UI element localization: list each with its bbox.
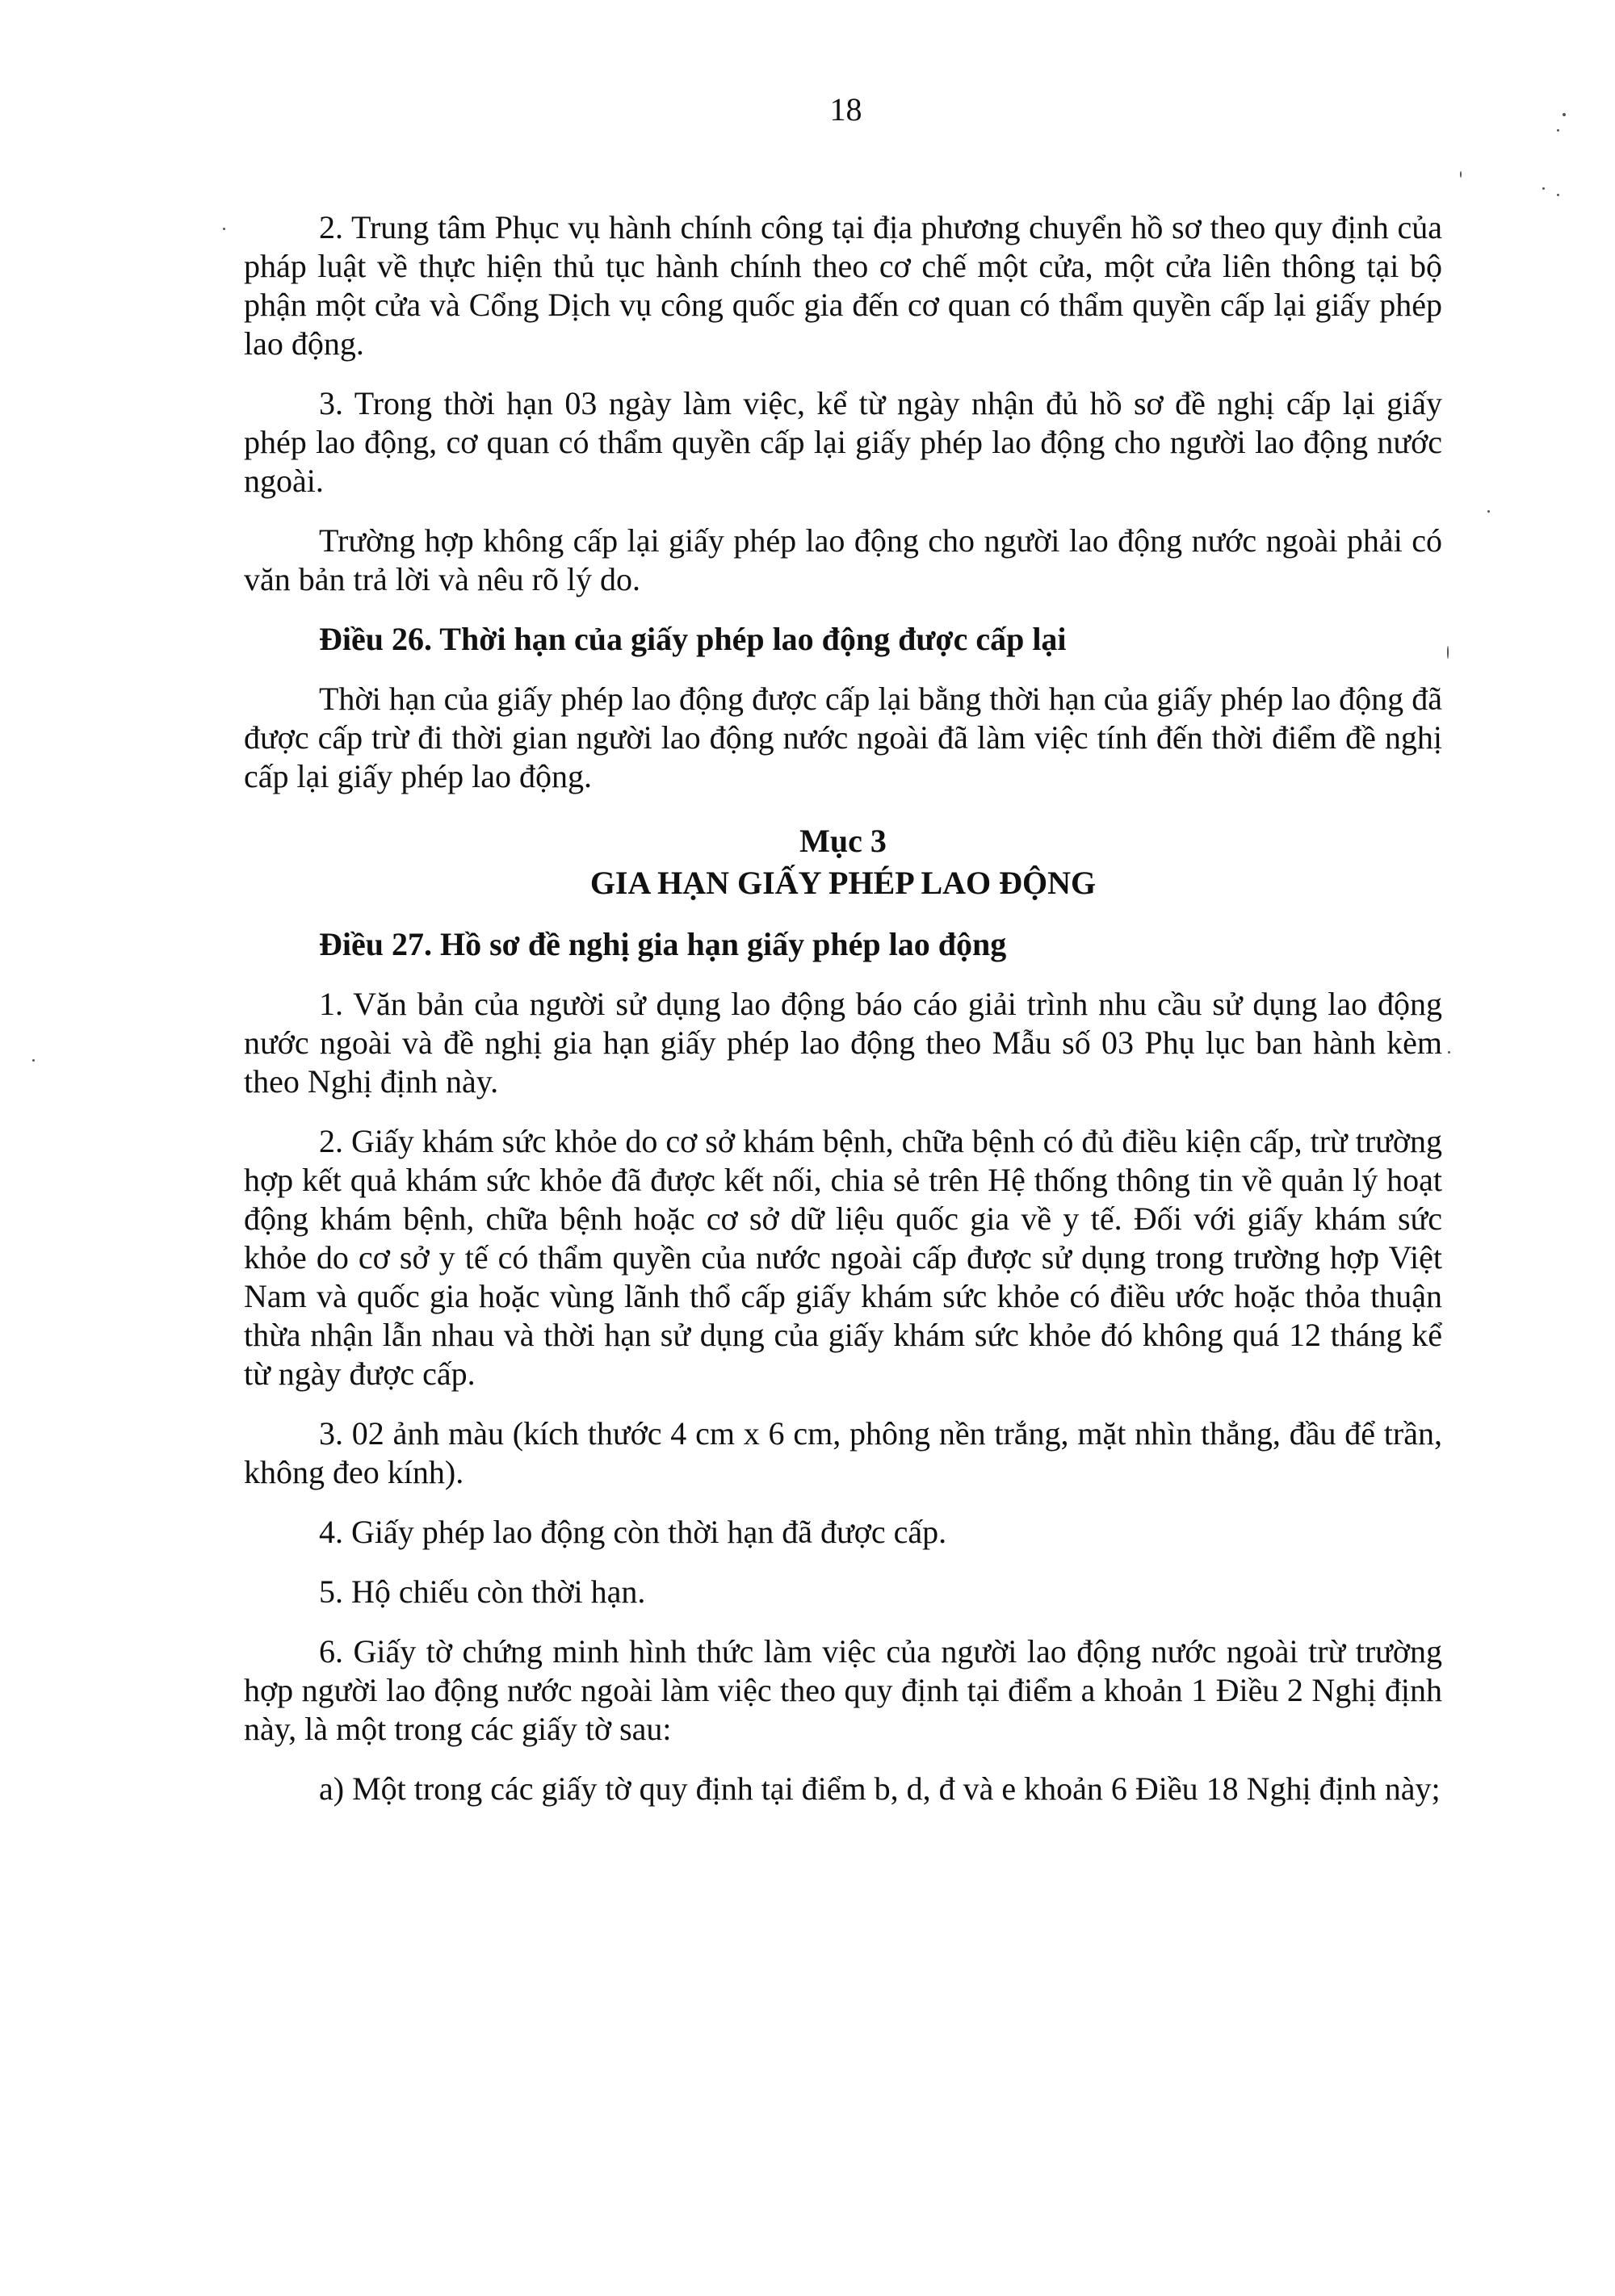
document-body <box>244 208 1442 1829</box>
paragraph-article-26-body: Thời hạn của giấy phép lao động được cấp lại bằng thời hạn của giấy phép lao động đã được cấp trừ đi thời gian người lao động nước ngoài đã làm việc tính đến thời điểm đề nghị cấp lại giấy phép lao động. <box>244 681 1442 794</box>
paragraph-item-2-health-certificate: 2. Giấy khám sức khỏe do cơ sở khám bệnh, chữa bệnh có đủ điều kiện cấp, trừ trường hợp kết quả khám sức khỏe đã được kết nối, chia sẻ trên Hệ thống thông tin về quản lý hoạt động khám bệnh, chữa bệnh hoặc cơ sở dữ liệu quốc gia về y tế. Đối với giấy khám sức khỏe do cơ sở y tế có thẩm quyền của nước ngoài cấp được sử dụng trong trường hợp Việt Nam và quốc gia hoặc vùng lãnh thổ cấp giấy khám sức khỏe có điều ước hoặc thỏa thuận thừa nhận lẫn nhau và thời hạn sử dụng của giấy khám sức khỏe đó không quá 12 tháng kể từ ngày được cấp. <box>244 1123 1442 1392</box>
scan-speck <box>1542 187 1545 190</box>
section-heading <box>244 820 1442 904</box>
section-title: GIA HẠN GIẤY PHÉP LAO ĐỘNG <box>589 865 1097 901</box>
paragraph-item-2-transfer: 2. Trung tâm Phục vụ hành chính công tại địa phương chuyển hồ sơ theo quy định của pháp luật về thực hiện thủ tục hành chính theo cơ chế một cửa, một cửa liên thông tại bộ phận một cửa và Cổng Dịch vụ công quốc gia đến cơ quan có thẩm quyền cấp lại giấy phép lao động. <box>244 209 1442 362</box>
scan-speck <box>32 1059 35 1062</box>
scan-speck <box>223 228 225 230</box>
paragraph-item-3-deadline: 3. Trong thời hạn 03 ngày làm việc, kể từ ngày nhận đủ hồ sơ đề nghị cấp lại giấy phép lao động, cơ quan có thẩm quyền cấp lại giấy phép lao động cho người lao động nước ngoài. <box>244 385 1442 499</box>
paragraph-item-6-documents: 6. Giấy tờ chứng minh hình thức làm việc của người lao động nước ngoài trừ trường hợp người lao động nước ngoài làm việc theo quy định tại điểm a khoản 1 Điều 2 Nghị định này, là một trong các giấy tờ sau: <box>244 1633 1442 1747</box>
paragraph-item-1-report: 1. Văn bản của người sử dụng lao động báo cáo giải trình nhu cầu sử dụng lao động nước ngoài và đề nghị gia hạn giấy phép lao động theo Mẫu số 03 Phụ lục ban hành kèm theo Nghị định này. <box>244 986 1442 1100</box>
scan-speck <box>1448 1051 1450 1054</box>
article-27-heading: Điều 27. Hồ sơ đề nghị gia hạn giấy phép lao động <box>319 926 1007 962</box>
scan-speck <box>1447 646 1449 659</box>
paragraph-item-5-passport: 5. Hộ chiếu còn thời hạn. <box>319 1573 646 1610</box>
scan-speck <box>1557 194 1559 196</box>
scan-speck <box>1460 171 1462 178</box>
page-number: 18 <box>829 91 862 128</box>
scan-speck <box>1487 510 1490 513</box>
paragraph-item-a: a) Một trong các giấy tờ quy định tại điểm b, d, đ và e khoản 6 Điều 18 Nghị định này; <box>319 1770 1441 1807</box>
section-label: Mục 3 <box>799 823 887 859</box>
paragraph-item-4-permit: 4. Giấy phép lao động còn thời hạn đã được cấp. <box>319 1514 947 1550</box>
paragraph-item-3-photos: 3. 02 ảnh màu (kích thước 4 cm x 6 cm, phông nền trắng, mặt nhìn thẳng, đầu để trần, không đeo kính). <box>244 1415 1442 1490</box>
scan-speck <box>1557 129 1559 132</box>
article-26-heading: Điều 26. Thời hạn của giấy phép lao động được cấp lại <box>319 621 1067 657</box>
scan-speck <box>1563 113 1566 116</box>
paragraph-refusal: Trường hợp không cấp lại giấy phép lao động cho người lao động nước ngoài phải có văn bản trả lời và nêu rõ lý do. <box>244 522 1442 597</box>
